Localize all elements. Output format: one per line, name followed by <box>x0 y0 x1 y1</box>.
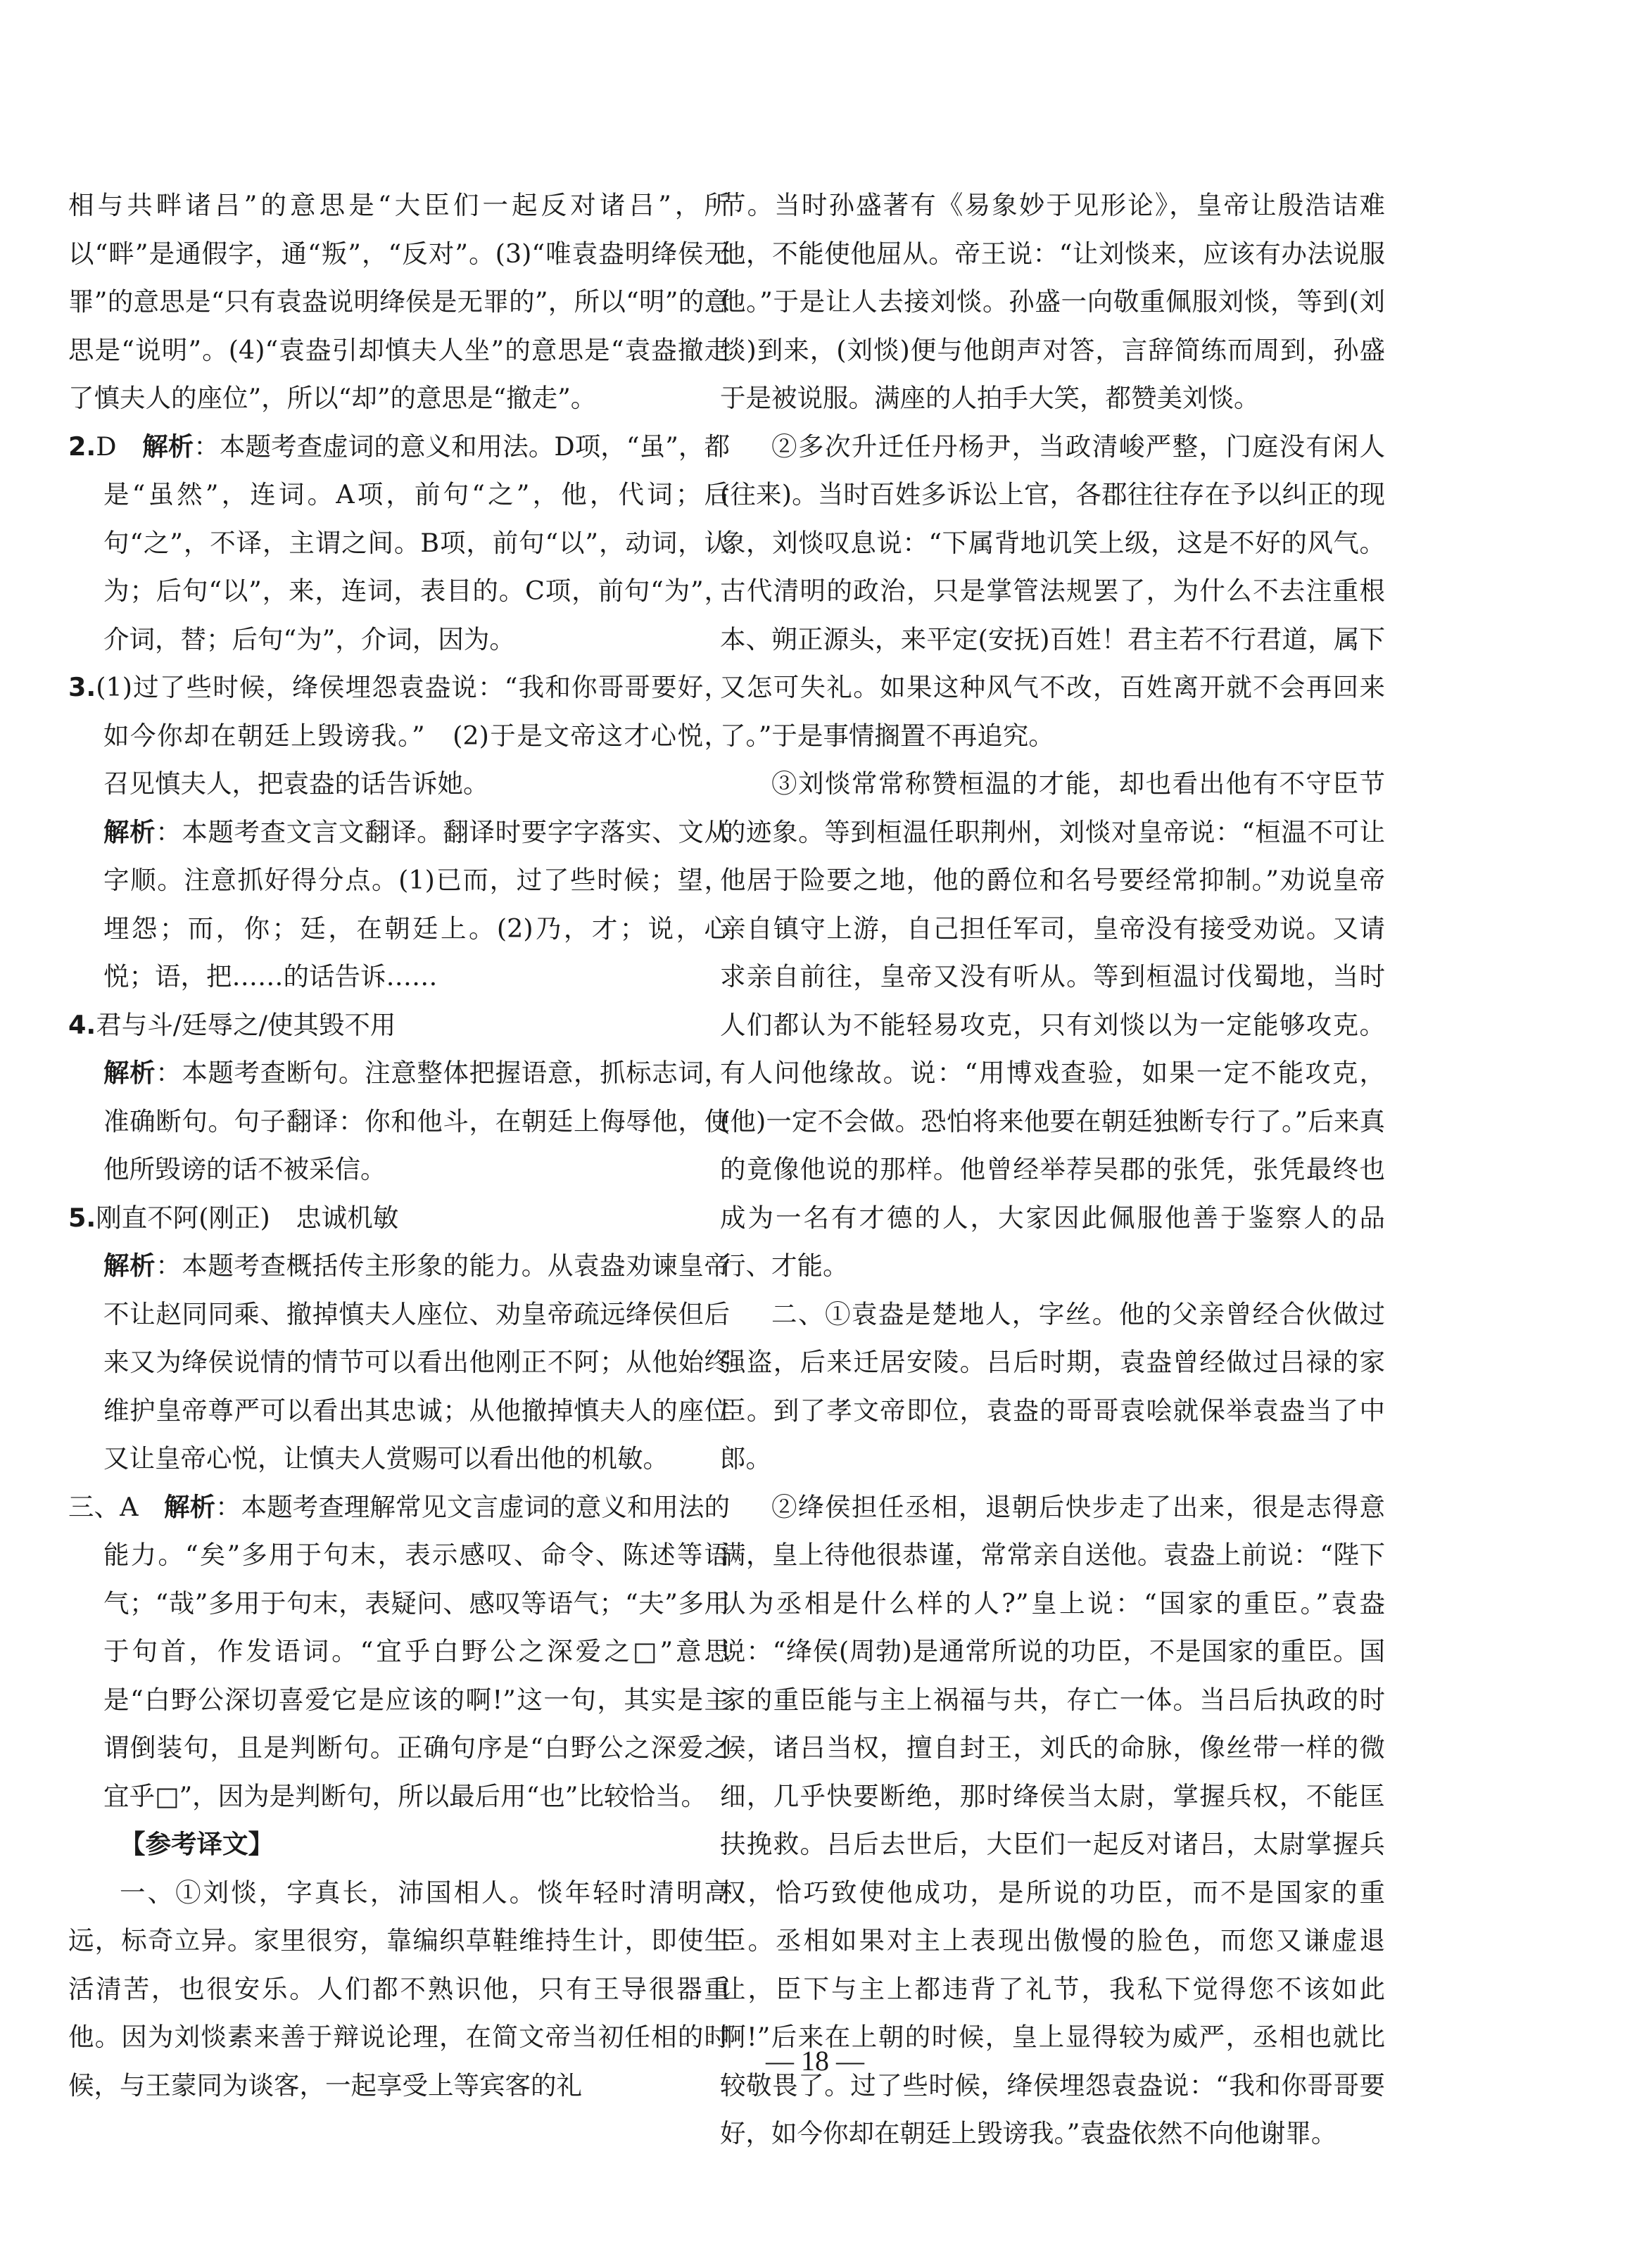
section-3-analysis: ：本题考查理解常见文言虚词的意义和用法的能力。“矣”多用于句末，表示感叹、命令、陈述等语气；“哉”多用于句末，表疑问、感叹等语气；“夫”多用于句首，作发语词。“宜乎白野公之深爱之□”意思是“白野公深切喜爱它是应该的啊!”这一句，其实是主谓倒装句，且是判断句。正确句序是“白野公之深爱之宜乎□”，因为是判断句，所以最后用“也”比较恰当。 <box>103 1491 731 1811</box>
question-3-analysis: ：本题考查文言文翻译。翻译时要字字落实、文从字顺。注意抓好得分点。(1)已而，过了些时候；望，埋怨；而，你；廷，在朝廷上。(2)乃，才；说，心悦；语，把……的话告诉…… <box>103 816 731 992</box>
question-4-number: 4. <box>68 1009 96 1040</box>
translation-paragraph-3: ③刘惔常常称赞桓温的才能，却也看出他有不守臣节的迹象。等到桓温任职荆州，刘惔对皇帝说：“桓温不可让他居于险要之地，他的爵位和名号要经常抑制。”劝说皇帝亲自镇守上游，自己担任军司，皇帝没有接受劝说。又请求亲自前往，皇帝又没有听从。等到桓温讨伐蜀地，当时人们都认为不能轻易攻克，只有刘惔以为一定能够攻克。有人问他缘故。说：“用博戏查验，如果一定不能攻克，(他)一定不会做。恐怕将来他要在朝廷独断专行了。”后来真的竟像他说的那样。他曾经举荐吴郡的张凭，张凭最终也成为一名有才德的人，大家因此佩服他善于鉴察人的品行、才能。 <box>720 768 1385 1281</box>
section-3 <box>68 1483 730 1821</box>
question-4-analysis-label: 解析 <box>103 1058 156 1088</box>
reference-translation-heading: 【参考译文】 <box>120 1829 274 1859</box>
question-2-number: 2. <box>68 431 96 462</box>
question-5-analysis-label: 解析 <box>103 1250 156 1281</box>
question-4-analysis: ：本题考查断句。注意整体把握语意，抓标志词，准确断句。句子翻译：你和他斗，在朝廷上侮辱他，使他所毁谤的话不被采信。 <box>103 1058 731 1184</box>
question-2 <box>68 423 730 664</box>
question-5-analysis: ：本题考查概括传主形象的能力。从袁盎劝谏皇帝不让赵同同乘、撤掉慎夫人座位、劝皇帝疏远绛侯但后来又为绛侯说情的情节可以看出他刚正不阿；从他始终维护皇帝尊严可以看出其忠诚；从他撤掉慎夫人的座位又让皇帝心悦，让慎夫人赏赐可以看出他的机敏。 <box>103 1250 731 1474</box>
section-3-analysis-label: 解析 <box>164 1491 216 1522</box>
translation-paragraph-2: ②多次升迁任丹杨尹，当政清峻严整，门庭没有闲人(往来)。当时百姓多诉讼上官，各郡往往存在予以纠正的现象，刘惔叹息说：“下属背地讥笑上级，这是不好的风气。古代清明的政治，只是掌管法规罢了，为什么不去注重根本、朔正源头，来平定(安抚)百姓！君主若不行君道，属下又怎可失礼。如果这种风气不改，百姓离开就不会再回来了。”于是事情搁置不再追究。 <box>720 431 1385 751</box>
question-2-analysis: ：本题考查虚词的意义和用法。D项，“虽”，都是“虽然”，连词。A项，前句“之”，他，代词；后句“之”，不译，主谓之间。B项，前句“以”，动词，认为；后句“以”，来，连词，表目的。C项，前句“为”，介词，替；后句“为”，介词，因为。 <box>103 431 731 654</box>
right-column <box>720 182 1385 2158</box>
question-5 <box>68 1194 730 1243</box>
question-5-number: 5. <box>68 1202 96 1233</box>
question-3-number: 3. <box>68 672 96 702</box>
q1-continuation: 相与共畔诸吕”的意思是“大臣们一起反对诸吕”，所以“畔”是通假字，通“叛”，“反对”。(3)“唯袁盎明绛侯无罪”的意思是“只有袁盎说明绛侯是无罪的”，所以“明”的意思是“说明”。(4)“袁盎引却慎夫人坐”的意思是“袁盎撤走了慎夫人的座位”，所以“却”的意思是“撤走”。 <box>68 190 730 413</box>
left-column <box>68 182 730 2110</box>
question-3 <box>68 664 730 809</box>
question-4-analysis-block <box>68 1049 730 1194</box>
question-5-answer: 刚直不阿(刚正) 忠诚机敏 <box>96 1202 399 1233</box>
question-2-answer: D <box>96 431 117 462</box>
question-3-analysis-block <box>68 809 730 1001</box>
translation-continuation: 节。当时孙盛著有《易象妙于见形论》，皇帝让殷浩诘难他，不能使他屈从。帝王说：“让刘惔来，应该有办法说服他。”于是让人去接刘惔。孙盛一向敬重佩服刘惔，等到(刘惔)到来，(刘惔)便与他朗声对答，言辞简练而周到，孙盛于是被说服。满座的人拍手大笑，都赞美刘惔。 <box>720 190 1385 413</box>
question-4 <box>68 1001 730 1050</box>
translation-paragraph-5: ②绛侯担任丞相，退朝后快步走了出来，很是志得意满，皇上待他很恭谨，常常亲自送他。袁盎上前说：“陛下认为丞相是什么样的人?”皇上说：“国家的重臣。”袁盎说：“绛侯(周勃)是通常所说的功臣，不是国家的重臣。国家的重臣能与主上祸福与共，存亡一体。当吕后执政的时候，诸吕当权，擅自封王，刘氏的命脉，像丝带一样的微细，几乎快要断绝，那时绛侯当太尉，掌握兵权，不能匡扶挽救。吕后去世后，大臣们一起反对诸吕，太尉掌握兵权，恰巧致使他成功，是所说的功臣，而不是国家的重臣。丞相如果对主上表现出傲慢的脸色，而您又谦虚退让，臣下与主上都违背了礼节，我私下觉得您不该如此啊!”后来在上朝的时候，皇上显得较为威严，丞相也就比较敬畏了。过了些时候，绛侯埋怨袁盎说：“我和你哥哥要好，如今你却在朝廷上毁谤我。”袁盎依然不向他谢罪。 <box>720 1491 1385 2148</box>
translation-paragraph-4: 二、①袁盎是楚地人，字丝。他的父亲曾经合伙做过强盗，后来迁居安陵。吕后时期，袁盎曾经做过吕禄的家臣。到了孝文帝即位，袁盎的哥哥袁哙就保举袁盎当了中郎。 <box>720 1298 1385 1474</box>
question-2-analysis-label: 解析 <box>142 431 194 462</box>
section-3-answer: A <box>120 1491 139 1522</box>
translation-paragraph-1: 一、①刘惔，字真长，沛国相人。惔年轻时清明高远，标奇立异。家里很穷，靠编织草鞋维持生计，即使生活清苦，也很安乐。人们都不熟识他，只有王导很器重他。因为刘惔素来善于辩说论理，在简文帝当初任相的时候，与王蒙同为谈客，一起享受上等宾客的礼 <box>68 1877 730 2101</box>
question-3-analysis-label: 解析 <box>103 816 156 847</box>
page-number: — 18 — <box>766 2045 864 2077</box>
question-4-answer: 君与斗/廷辱之/使其毁不用 <box>96 1009 396 1040</box>
section-3-number: 三、 <box>68 1491 120 1522</box>
question-3-answer: (1)过了些时候，绛侯埋怨袁盎说：“我和你哥哥要好，如今你却在朝廷上毁谤我。” (2)于是文帝这才心悦，召见慎夫人，把袁盎的话告诉她。 <box>96 672 730 799</box>
question-5-analysis-block <box>68 1242 730 1483</box>
